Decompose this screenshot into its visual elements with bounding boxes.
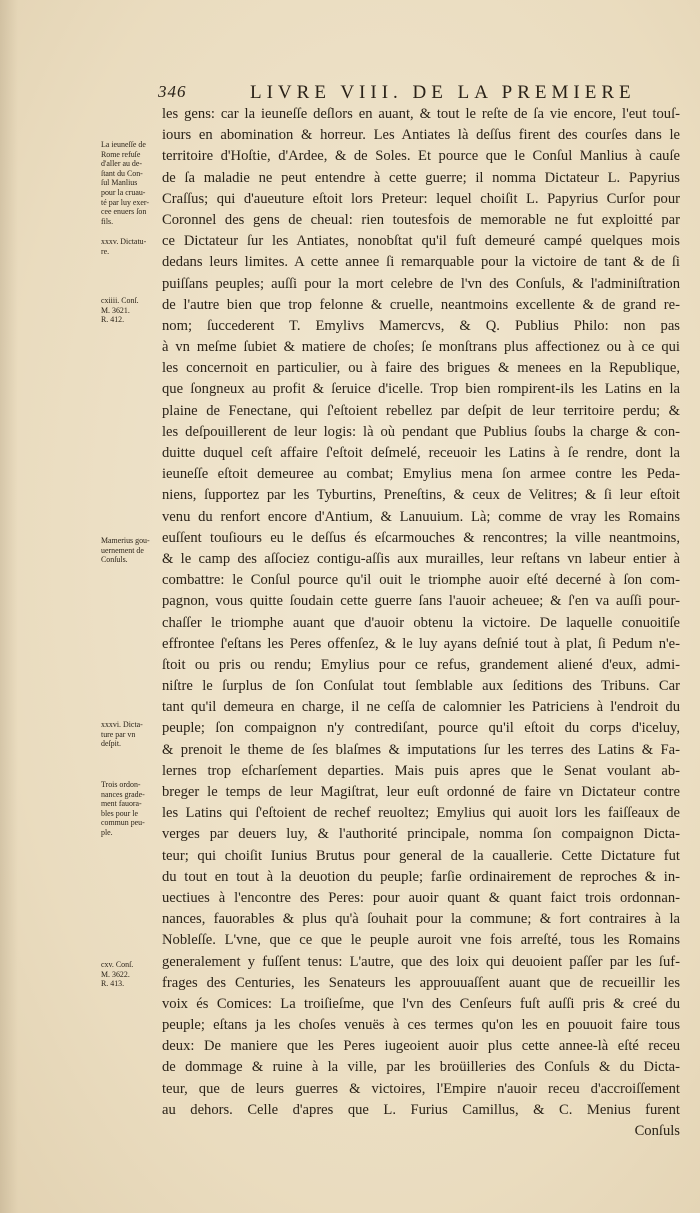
margin-note-line: xxxvi. Dicta- (101, 720, 143, 729)
text-line: euſſent touſiours eu le deſſus és eſcarmouches & rencontres; la ville neantmoins, (162, 529, 680, 546)
text-line: les deſpouillerent de leur logis: là où pendant que Publius ſoubs la charge & con- (162, 423, 680, 440)
margin-note-line: ture par vn (101, 729, 136, 739)
margin-note-line: cxv. Conſ. (101, 960, 134, 969)
margin-note-line: Rome refuſe (101, 149, 141, 159)
text-line: uectiues à l'encontre des Peres: pour auoir quant & quant faict trois ordonnan- (162, 889, 680, 906)
text-line: & prenoit le theme de ſes blaſmes & imputations ſur les terres des Latins & Fa- (162, 741, 680, 758)
margin-note-line: ſul Manlius (101, 178, 138, 188)
margin-note (101, 237, 163, 256)
text-line: les gens: car la ieuneſſe deſlors en auant, & tout le reſte de ſa vie encore, l'eut touſ- (162, 106, 680, 122)
margin-note-line: ple. (101, 827, 113, 837)
text-line: pagnon, vous quitte ſoudain cette guerre ſans l'auoir acheuee; & ſ'en va auſſi pour- (162, 593, 680, 610)
text-line: & le camp des aſſociez contigu-aſſis aux murailles, leur reſtans vn labeur entier à (162, 550, 680, 567)
margin-note-line: cee enuers ſon (101, 207, 147, 217)
page-gutter-shadow (0, 0, 18, 1213)
text-line: Craſſus; qui d'aueuture eſtoit lors Preteur: lequel choiſit L. Papyrius Curſor pour (162, 190, 680, 207)
text-line: Nobleſſe. L'vne, que ce que le peuple auroit vne fois arreſté, tous les Romains (162, 932, 680, 949)
margin-note (101, 536, 163, 565)
running-head: LIVRE VIII. DE LA PREMIERE (250, 82, 636, 103)
text-line: nances, fauorables & plus qu'à ſouhait pour la commune; & fort contraires à la (162, 911, 680, 928)
text-line: que ſongneux au profit & ſeruice d'icelle. Trop bien rompirent-ils les Latins en la (162, 381, 680, 398)
text-line: breger le temps de leur Magiſtrat, leur euſt ordonné de faire vn Dictateur contre (162, 784, 680, 800)
margin-note-line: cxiiii. Conſ. (101, 296, 139, 305)
text-line: teur, que de leurs guerres & victoires, l'Empire n'auoir receu d'accroiſſement (162, 1080, 680, 1097)
margin-note-line: d'aller au de- (101, 159, 143, 169)
text-line: peuple; eſtans ja les choſes venuës à ces termes qu'on les en pouuoit faire tous (162, 1017, 680, 1034)
text-line: ſtoit ou pris ou rendu; Emylius pour ce refus, grandement aliené d'eux, admi- (162, 656, 680, 673)
text-line: Conſuls (634, 1123, 680, 1139)
margin-note-line: re. (101, 246, 110, 256)
margin-note-line: xxxv. Dictatu- (101, 237, 147, 246)
margin-note-line: M. 3622. (101, 969, 130, 979)
margin-note-line: commun peu- (101, 818, 145, 828)
margin-note-line: uernement de (101, 545, 144, 555)
body-text (162, 104, 680, 1142)
text-line: territoire d'Hoſtie, d'Ardee, & de Soles. Et pource que le Conſul Manlius à cauſe (162, 148, 680, 165)
margin-note (101, 720, 163, 749)
text-line: tant qu'il demeura en charge, il ne ceſſa de calomnier les Patriciens à l'endroit du (162, 699, 680, 716)
text-line: niens, ſupportez par les Tyburtins, Preneſtins, & ceux de Velitres; & ſi leur eſtoit (162, 487, 680, 504)
margin-note-line: M. 3621. (101, 305, 130, 315)
margin-note-line: té par luy exer- (101, 197, 150, 207)
text-line: combattre: le Conſul pource qu'il ouit le triomphe auoir eſté decerné à ſon com- (162, 572, 680, 589)
text-line: chaſſer le triomphe auant que d'auoir obtenu la victoire. De laquelle conuoitiſe (162, 614, 680, 631)
margin-note-line: pour la cruau- (101, 187, 146, 197)
margin-note-line: ment fauora- (101, 799, 142, 809)
margin-note-line: La ieuneſſe de (101, 140, 146, 149)
text-line: plaine de Fenectane, qui ſ'eſtoient rebellez par deſpit de leur territoire perdu; & (162, 402, 680, 419)
text-line: iours en abomination & horreur. Les Antiates là deſſus firent des courſes dans le (162, 127, 680, 144)
text-line: ce Dictateur ſur les Antiates, nonobſtat qu'il fuſt demeuré campé quelques mois (162, 233, 680, 250)
text-line: puiſſans peuples; auſſi pour la mort celebre de l'vn des Conſuls, & l'adminiſtration (162, 275, 680, 292)
text-line: Coronnel des gens de cheual: rien toutesfois de memorable ne fut exploitté par (162, 211, 680, 228)
margin-note (101, 140, 163, 226)
text-line: niſtre le ſurplus de ſon Conſulat tout ſemblable aux ſeditions des Tribuns. Car (162, 678, 680, 695)
text-line: venu du renfort encore d'Antium, & Lanuuium. Là; comme de vray les Romains (162, 508, 680, 525)
margin-note-line: bles pour le (101, 808, 138, 818)
margin-note-line: R. 412. (101, 315, 125, 325)
margin-note-line: Mamerius gou- (101, 536, 150, 545)
text-line: teur; qui choiſit Iunius Brutus pour general de la caualler​ie. Cette Dictature fut (162, 847, 680, 864)
text-line: lernes trop eſcharſement departies. Mais puis apres que le Senat voulant ab- (162, 762, 680, 779)
text-line: frages des Centuries, les Senateurs les approuuaſſent auant que de recueillir les (162, 974, 680, 991)
text-line: à vn meſme ſubiet & matiere de choſes; ſe monſtrans plus affectionez ou à ce qui (162, 339, 680, 356)
margin-note-line: R. 413. (101, 979, 125, 989)
text-line: effrontee ſ'eſtans les Peres offenſez, & le luy ayans deſnié tout à plat, ſi Pedum n'e- (162, 635, 680, 652)
text-line: peuple; ſon compaignon n'y contrediſant, pource qu'il eſtoit du corps d'iceluy, (162, 720, 680, 737)
margin-note-line: deſpit. (101, 739, 122, 749)
margin-note-line: fils. (101, 216, 114, 226)
text-line: generalement y fuſſent tenus: L'autre, que des loix qui deuoient paſſer par les ſuf- (162, 953, 680, 970)
margin-note (101, 780, 163, 838)
margin-note-line: Conſuls. (101, 555, 128, 565)
text-line: verges par deuers luy, & l'authorité principale, nomma ſon compaignon Dicta- (162, 826, 680, 843)
text-line: nom; ſuccederent T. Emylivs Mamercvs, & Q. Publius Philo: non pas (162, 317, 680, 334)
text-line: dedans leurs limites. A cette annee ſi remarquable pour la victoire de tant & de ſi (162, 254, 680, 271)
page-number: 346 (158, 82, 187, 101)
text-line: voix és Comices: La troiſieſme, que l'vn des Cenſeurs fuſt auſſi pris & creé du (162, 995, 680, 1012)
margin-note-line: nances grade- (101, 789, 145, 799)
margin-note (101, 296, 163, 325)
margin-note-line: Trois ordon- (101, 780, 141, 789)
text-line: de dommage & ruine à la ville, par les broüilleries des Conſuls & du Dicta- (162, 1059, 680, 1076)
text-line: au dehors. Celle d'apres que L. Furius Camillus, & C. Menius furent (162, 1101, 680, 1118)
text-line: du tout en tout à la deuotion du peuple; farſie ordinairement de reproches & in- (162, 868, 680, 885)
margin-note (101, 960, 163, 989)
text-line: les Latins qui ſ'eſtoient de rechef reuoltez; Emylius qui auoit lors les faiſſeaux de (162, 805, 680, 822)
text-line: de ſa maladie ne peut entendre à cette guerre; il nomma Dictateur L. Papyrius (162, 169, 680, 186)
text-line: les concernoit en particulier, ou à faire des brigues & menees en la Republique, (162, 360, 680, 377)
text-line: deux: De maniere que les Peres iugeoient auoir plus cette annee-là eſté receu (162, 1038, 680, 1055)
text-line: duitte duquel ceſt affaire ſ'eſtoit deſmelé, receuoir les Latins à ſe rendre, dont la (162, 445, 680, 461)
text-line: de l'autre bien que trop felonne & cruelle, neantmoins excellente & de grand re- (162, 296, 680, 313)
margin-note-line: ſtant du Con- (101, 168, 143, 178)
text-line: ieuneſſe eſtoit demeuree au combat; Emylius mena ſon armee contre les Peda- (162, 466, 680, 483)
